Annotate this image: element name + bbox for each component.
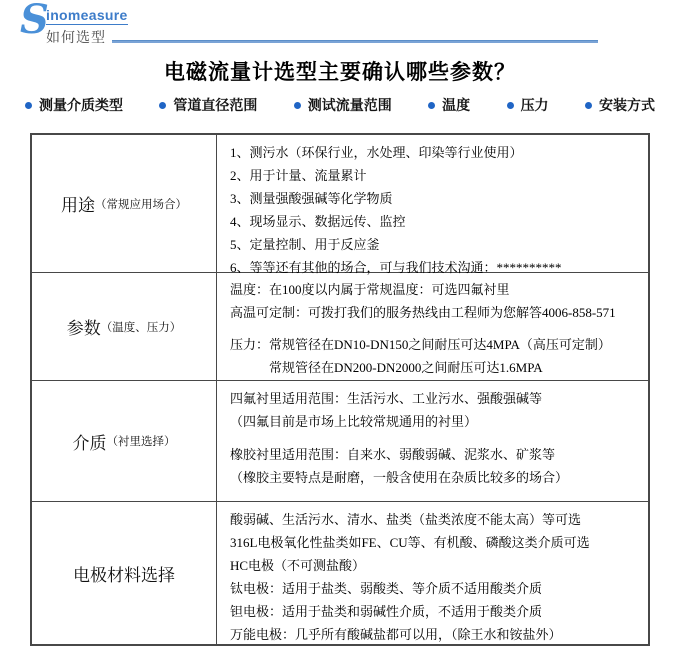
bullet-dot-icon <box>294 102 301 109</box>
content-line: 3、测量强酸强碱等化学物质 <box>230 191 393 206</box>
content-line: 四氟衬里适用范围：生活污水、工业污水、强酸强碱等 <box>230 391 543 406</box>
content-line: 5、定量控制、用于反应釜 <box>230 237 380 252</box>
row-content-usage <box>217 135 648 273</box>
content-line: 万能电极：几乎所有酸碱盐都可以用，（除王水和铵盐外） <box>230 627 562 642</box>
content-line: HC电极（不可测盐酸） <box>230 558 366 573</box>
bullet-label: 温度 <box>442 97 471 113</box>
content-line: 高温可定制：可拨打我们的服务热线由工程师为您解答4006-858-571 <box>230 304 616 320</box>
row-label-parameters <box>32 273 217 381</box>
bullet-dot-icon <box>428 102 435 109</box>
bullet-item <box>294 95 392 115</box>
row-label-text: 参数 <box>66 319 101 338</box>
content-line: 6、等等还有其他的场合，可与我们技术沟通：********** <box>230 260 562 275</box>
bullet-item <box>159 95 257 115</box>
bullet-label: 测试流量范围 <box>307 97 392 113</box>
content-line: 1、测污水（环保行业，水处理、印染等行业使用） <box>230 145 523 160</box>
row-label-medium <box>32 381 217 502</box>
content-line: 2、用于计量、流量累计 <box>230 168 367 183</box>
content-line: 酸弱碱、生活污水、清水、盐类（盐类浓度不能太高）等可选 <box>230 512 582 527</box>
row-label-note: （衬里选择） <box>106 436 176 448</box>
row-content-electrode <box>217 502 648 644</box>
row-label-note: （温度、压力） <box>100 321 182 334</box>
content-line: 橡胶衬里适用范围：自来水、弱酸弱碱、泥浆水、矿浆等 <box>230 447 556 462</box>
row-content-medium <box>217 381 648 502</box>
bullet-dot-icon <box>159 102 166 109</box>
content-line: 温度：在100度以内属于常规温度：可选四氟衬里 <box>230 282 510 297</box>
logo-brand-text: inomeasure <box>46 7 128 23</box>
content-line: （四氟目前是市场上比较常规通用的衬里） <box>230 414 478 429</box>
bullet-dot-icon <box>25 102 32 109</box>
content-line: （橡胶主要特点是耐磨，一般含使用在杂质比较多的场合） <box>230 470 569 485</box>
bullet-item <box>25 95 123 115</box>
row-label-electrode <box>32 502 217 644</box>
row-label-text: 介质 <box>72 433 107 453</box>
content-line: 钛电极：适用于盐类、弱酸类、等介质不适用酸类介质 <box>230 581 543 596</box>
content-line: 316L电极氧化性盐类如FE、CU等、有机酸、磷酸这类介质可选 <box>230 535 590 550</box>
row-content-parameters <box>217 273 648 381</box>
header-divider-line <box>112 40 598 43</box>
bullet-dot-icon <box>507 102 514 109</box>
bullet-item <box>428 95 470 115</box>
content-line: 4、现场显示、数据远传、监控 <box>230 214 406 229</box>
bullet-label: 管道直径范围 <box>173 97 258 113</box>
row-label-text: 电极材料选择 <box>73 565 175 585</box>
bullet-item <box>507 95 549 115</box>
bullet-label: 测量介质类型 <box>39 97 123 113</box>
row-label-text: 用途 <box>61 196 95 215</box>
row-label-usage <box>32 135 217 273</box>
logo-s-icon: S <box>20 0 49 43</box>
page-title: 电磁流量计选型主要确认哪些参数？ <box>164 60 516 84</box>
content-line <box>230 324 640 334</box>
row-label-note: （常规应用场合） <box>95 198 187 211</box>
logo-subtitle: 如何选型 <box>46 29 106 45</box>
content-line: 压力：常规管径在DN10-DN150之间耐压可达4MPA（高压可定制） <box>230 337 611 352</box>
bullet-row <box>25 94 655 116</box>
content-line <box>230 433 640 443</box>
spec-table <box>30 133 650 646</box>
bullet-label: 压力 <box>520 97 549 113</box>
content-line: 钽电极：适用于盐类和弱碱性介质，不适用于酸类介质 <box>230 604 543 619</box>
bullet-dot-icon <box>585 102 592 109</box>
bullet-label: 安装方式 <box>598 97 655 113</box>
content-line: 常规管径在DN200-DN2000之间耐压可达1.6MPA <box>230 359 543 375</box>
bullet-item <box>585 95 655 115</box>
